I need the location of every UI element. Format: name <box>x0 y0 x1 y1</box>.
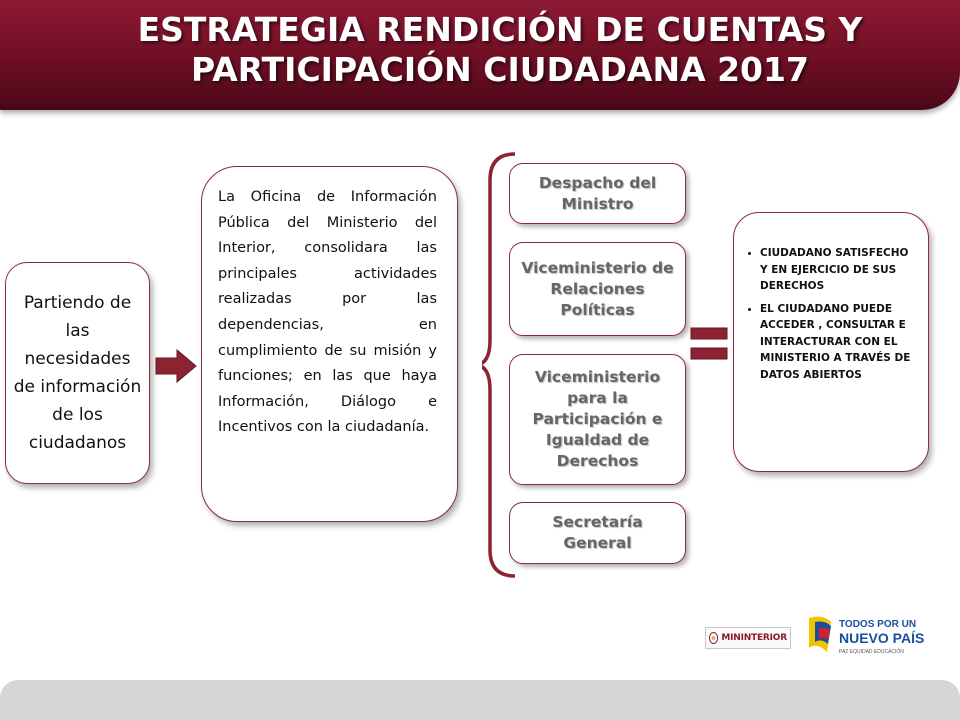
dependency-item <box>509 163 686 224</box>
dependency-item <box>509 354 686 485</box>
dependency-label: Viceministerio de Relaciones Políticas <box>521 258 674 319</box>
result-list <box>744 245 916 383</box>
coat-of-arms-icon <box>709 632 718 644</box>
dependency-label: Viceministerio para la Participación e Igualdad de Derechos <box>532 368 663 470</box>
result-box <box>733 212 929 472</box>
information-office-text: La Oficina de Información Pública del Ministerio del Interior, consolidara las principales actividades realizadas por las dependencias, en cumplimiento de su misión y funciones; en las que haya Información, Diálogo e Incentivos con la ciudadanía. <box>218 189 437 436</box>
page-title: ESTRATEGIA RENDICIÓN DE CUENTAS Y PARTICIPACIÓN CIUDADANA 2017 <box>137 10 863 89</box>
citizen-needs-text: Partiendo de las necesidades de información de los ciudadanos <box>13 293 142 453</box>
information-office-box <box>201 166 458 522</box>
result-item: • CIUDADANO SATISFECHO Y EN EJERCICIO DE SUS DERECHOS <box>760 245 916 295</box>
equals-icon <box>690 326 728 362</box>
svg-text:PAZ EQUIDAD EDUCACIÓN: PAZ EQUIDAD EDUCACIÓN <box>839 649 904 655</box>
svg-text:NUEVO PAÍS: NUEVO PAÍS <box>839 630 925 646</box>
title-banner <box>0 0 960 110</box>
right-arrow-icon <box>155 349 197 383</box>
dependency-label: Secretaría General <box>552 513 643 552</box>
mininterior-logo-text: MININTERIOR <box>721 633 787 643</box>
result-item: • EL CIUDADANO PUEDE ACCEDER , CONSULTAR E INTERACTURAR CON EL MINISTERIO A TRAVÉS DE DATOS ABIERTOS <box>760 301 916 384</box>
todos-por-un-nuevo-pais-logo <box>805 612 930 660</box>
dependency-item <box>509 242 686 336</box>
dependency-label: Despacho del Ministro <box>538 173 657 213</box>
mininterior-logo <box>705 627 791 649</box>
footer-bar <box>0 680 960 720</box>
svg-text:TODOS POR UN: TODOS POR UN <box>839 619 917 630</box>
citizen-needs-box <box>5 262 150 484</box>
dependency-item <box>509 502 686 564</box>
